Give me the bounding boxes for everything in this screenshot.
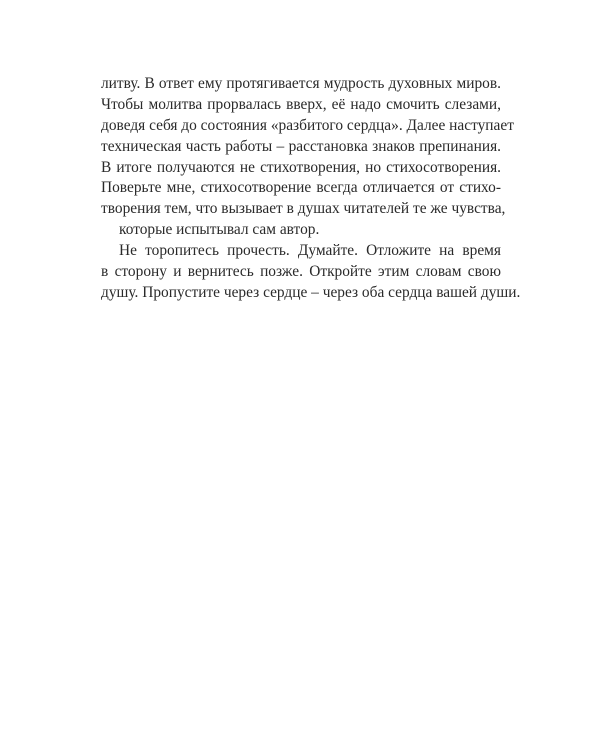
text-line: В итоге получаются не стихотворения, но стихосотворения. <box>101 158 501 176</box>
text-line: душу. Пропустите через сердце – через оба сердца вашей души. <box>101 283 521 301</box>
text-line: техническая часть работы – расстановка знаков препинания. <box>101 137 501 155</box>
paragraph-1 <box>101 74 514 241</box>
text-line: Не торопитесь прочесть. Думайте. Отложите на время <box>119 242 501 260</box>
text-line: Поверьте мне, стихосотворение всегда отличается от стихо- <box>101 179 501 197</box>
body-text <box>101 74 521 304</box>
text-line: доведя себя до состояния «разбитого сердца». Далее наступает <box>101 116 514 134</box>
text-line: которые испытывал сам автор. <box>119 221 320 239</box>
text-line: в сторону и вернитесь позже. Откройте этим словам свою <box>101 263 501 281</box>
text-line: Чтобы молитва прорвалась вверх, её надо смочить слезами, <box>101 95 501 113</box>
paragraph-2 <box>101 241 521 304</box>
text-line: творения тем, что вызывает в душах читателей те же чувства, <box>101 200 506 218</box>
text-line: литву. В ответ ему протягивается мудрость духовных миров. <box>101 75 501 92</box>
